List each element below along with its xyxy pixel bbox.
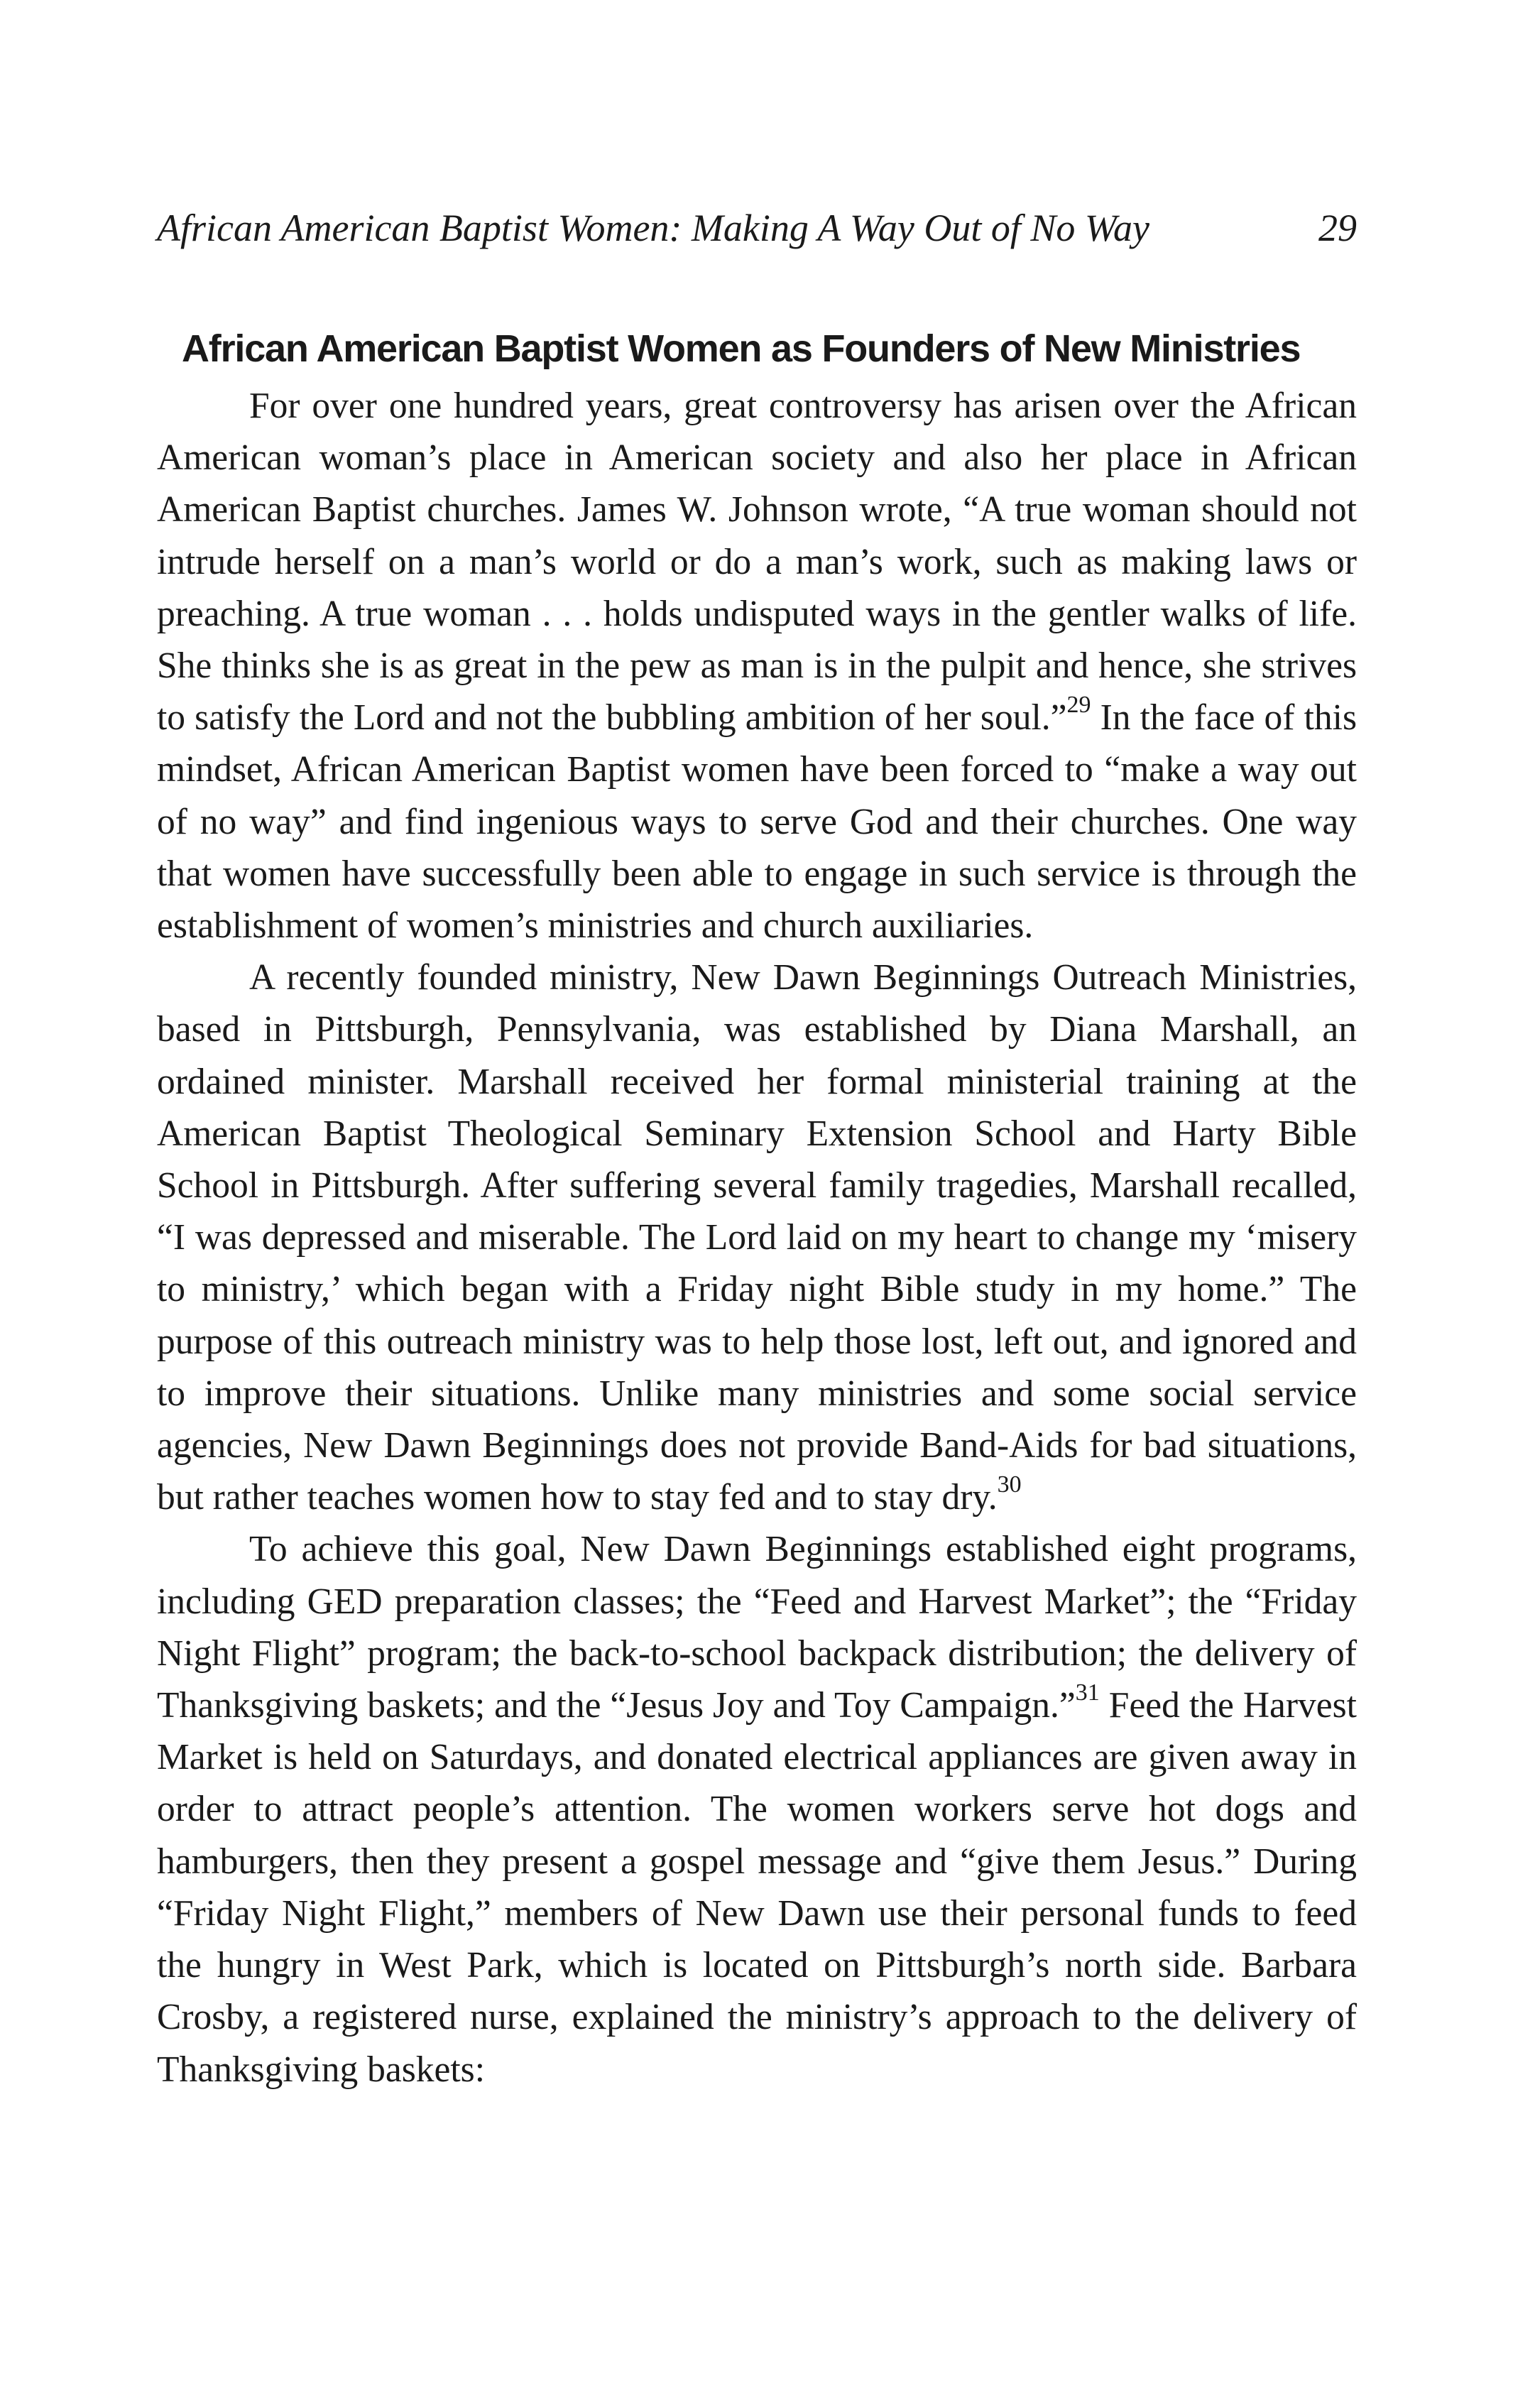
paragraph-1-text-cont: In the face of this mindset, African American Baptist women have been forced to “make a way out of no way” and find ingenious ways to serve God and their churches. One way that women have successfully been able to engage in such service is through the establishment of women’s ministries and church auxiliaries. xyxy=(157,697,1357,947)
body-text xyxy=(157,380,1357,2096)
paragraph-1 xyxy=(157,380,1357,952)
footnote-ref-31: 31 xyxy=(1075,1679,1100,1706)
page-number: 29 xyxy=(1318,207,1357,249)
paragraph-3-text: To achieve this goal, New Dawn Beginnings established eight programs, including GED preparation classes; the “Feed and Harvest Market”; the “Friday Night Flight” program; the back-to-school backpack distribution; the delivery of Thanksgiving baskets; and the “Jesus Joy and Toy Campaign.” xyxy=(157,1529,1357,1726)
paragraph-1-text: For over one hundred years, great controversy has arisen over the African American woman’s place in American society and also her place in African American Baptist churches. James W. Johnson wrote, “A true woman should not intrude herself on a man’s world or do a man’s work, such as making laws or preaching. A true woman . . . holds undisputed ways in the gentler walks of life. She thinks she is as great in the pew as man is in the pulpit and hence, she strives to satisfy the Lord and not the bubbling ambition of her soul.” xyxy=(157,386,1357,739)
paragraph-3 xyxy=(157,1523,1357,2095)
paragraph-2-text: A recently founded ministry, New Dawn Beginnings Outreach Ministries, based in Pittsburgh, Pennsylvania, was established by Diana Marshall, an ordained minister. Marshall received her formal ministerial training at the American Baptist Theological Seminary Extension School and Harty Bible School in Pittsburgh. After suffering several family tragedies, Marshall recalled, “I was depressed and miserable. The Lord laid on my heart to change my ‘misery to ministry,’ which began with a Friday night Bible study in my home.” The purpose of this outreach ministry was to help those lost, left out, and ignored and to improve their situations. Unlike many ministries and some social service agencies, New Dawn Beginnings does not provide Band-Aids for bad situations, but rather teaches women how to stay fed and to stay dry. xyxy=(157,957,1357,1518)
paragraph-3-text-cont: Feed the Harvest Market is held on Saturdays, and donated electrical appliances are given away in order to attract people’s attention. The women workers serve hot dogs and hamburgers, then they present a gospel message and “give them Jesus.” During “Friday Night Flight,” members of New Dawn use their personal funds to feed the hungry in West Park, which is located on Pittsburgh’s north side. Barbara Crosby, a registered nurse, explained the ministry’s approach to the delivery of Thanksgiving baskets: xyxy=(157,1685,1357,2090)
paragraph-2 xyxy=(157,952,1357,1523)
footnote-ref-30: 30 xyxy=(997,1471,1022,1498)
footnote-ref-29: 29 xyxy=(1066,692,1091,719)
running-head-title: African American Baptist Women: Making A Way Out of No Way xyxy=(157,207,1149,249)
running-head xyxy=(157,206,1357,263)
section-heading: African American Baptist Women as Founders of New Ministries xyxy=(182,327,1301,370)
